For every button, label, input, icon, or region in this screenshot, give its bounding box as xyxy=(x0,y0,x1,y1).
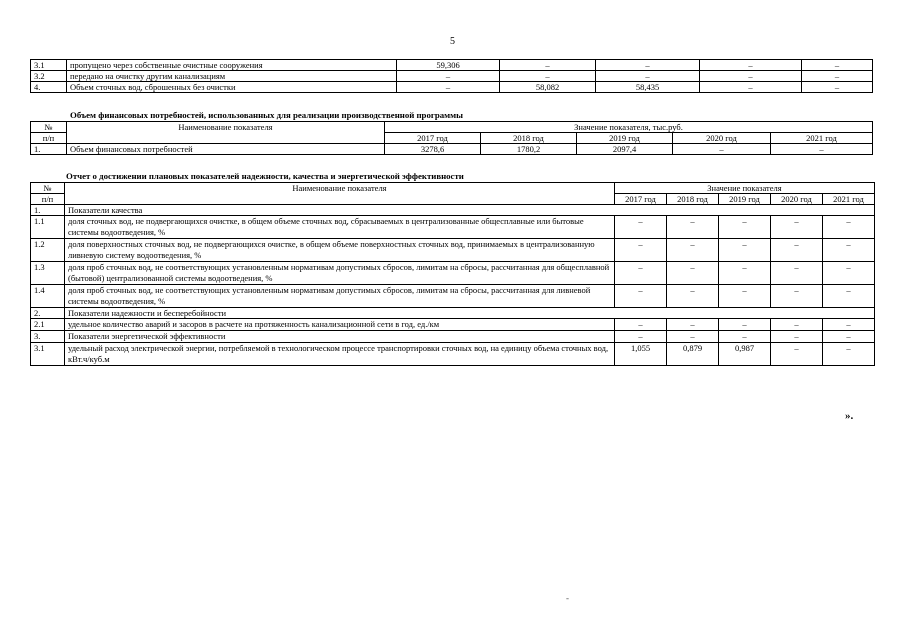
wastewater-volume-table xyxy=(30,59,873,93)
value-cell: 58,082 xyxy=(500,82,596,93)
col-name-header: Наименование показателя xyxy=(67,122,385,144)
row-name: удельный расход электрической энергии, потребляемой в технологическом процессе транспортировки сточных вод, на единицу объема сточных вод, кВт.ч/куб.м xyxy=(65,343,615,366)
page-number: 5 xyxy=(450,36,455,47)
row-number: 4. xyxy=(31,82,67,93)
value-cell: – xyxy=(802,71,873,82)
year-header: 2021 год xyxy=(771,133,873,144)
value-cell: – xyxy=(719,285,771,308)
table-row xyxy=(31,331,875,343)
value-cell: – xyxy=(615,331,667,343)
value-cell: – xyxy=(802,82,873,93)
row-name: Показатели энергетической эффективности xyxy=(65,331,615,343)
table-row xyxy=(31,262,875,285)
row-number: 1.1 xyxy=(31,216,65,239)
value-cell: – xyxy=(500,60,596,71)
row-name: Объем сточных вод, сброшенных без очистки xyxy=(67,82,397,93)
indicators-table xyxy=(30,182,875,366)
col-num-header: п/п xyxy=(31,194,65,205)
value-cell: – xyxy=(771,144,873,155)
value-cell: – xyxy=(615,319,667,331)
row-number: 2. xyxy=(31,308,65,319)
table-row xyxy=(31,71,873,82)
row-number: 1.3 xyxy=(31,262,65,285)
year-header: 2020 год xyxy=(673,133,771,144)
table-row xyxy=(31,216,875,239)
row-number: 2.1 xyxy=(31,319,65,331)
value-cell: – xyxy=(667,331,719,343)
value-cell: – xyxy=(823,216,875,239)
value-cell: – xyxy=(719,319,771,331)
section-row xyxy=(31,308,875,319)
value-cell: – xyxy=(596,60,700,71)
value-cell: – xyxy=(771,331,823,343)
value-cell: – xyxy=(700,71,802,82)
financial-needs-table xyxy=(30,121,873,155)
value-cell: – xyxy=(719,239,771,262)
col-num-header: № xyxy=(31,183,65,194)
value-cell: 3278,6 xyxy=(385,144,481,155)
value-cell: – xyxy=(500,71,596,82)
table-row xyxy=(31,343,875,366)
value-cell: – xyxy=(615,216,667,239)
value-cell: – xyxy=(823,262,875,285)
value-cell: – xyxy=(667,319,719,331)
table-row xyxy=(31,319,875,331)
value-cell: – xyxy=(700,60,802,71)
row-name: пропущено через собственные очистные сооружения xyxy=(67,60,397,71)
value-cell: – xyxy=(823,239,875,262)
row-number: 3.1 xyxy=(31,60,67,71)
row-number: 1.2 xyxy=(31,239,65,262)
value-cell: – xyxy=(596,71,700,82)
row-number: 1.4 xyxy=(31,285,65,308)
value-cell: – xyxy=(615,285,667,308)
value-cell: – xyxy=(700,82,802,93)
value-cell: – xyxy=(802,60,873,71)
year-header: 2019 год xyxy=(719,194,771,205)
section-title: Показатели надежности и бесперебойности xyxy=(65,308,875,319)
value-cell: – xyxy=(397,71,500,82)
col-value-header: Значение показателя, тыс.руб. xyxy=(385,122,873,133)
value-cell: – xyxy=(667,262,719,285)
value-cell: – xyxy=(771,343,823,366)
col-value-header: Значение показателя xyxy=(615,183,875,194)
table-row xyxy=(31,60,873,71)
value-cell: 0,879 xyxy=(667,343,719,366)
table-row xyxy=(31,285,875,308)
value-cell: – xyxy=(719,262,771,285)
row-name: передано на очистку другим канализациям xyxy=(67,71,397,82)
stray-mark: - xyxy=(566,593,569,603)
row-name: доля проб сточных вод, не соответствующих установленным нормативам допустимых сбросов, лимитам на сбросы, рассчитанная для ливневой системы водоотведения, % xyxy=(65,285,615,308)
row-name: удельное количество аварий и засоров в расчете на протяженность канализационной сети в год, ед./км xyxy=(65,319,615,331)
year-header: 2021 год xyxy=(823,194,875,205)
value-cell: – xyxy=(771,285,823,308)
value-cell: – xyxy=(771,262,823,285)
value-cell: – xyxy=(397,82,500,93)
value-cell: – xyxy=(719,331,771,343)
row-number: 1. xyxy=(31,205,65,216)
year-header: 2017 год xyxy=(385,133,481,144)
year-header: 2017 год xyxy=(615,194,667,205)
row-name: доля проб сточных вод, не соответствующих установленным нормативам допустимых сбросов, лимитам на сбросы, рассчитанная для общесплавной (бытовой) централизованной системы водоотведения, % xyxy=(65,262,615,285)
value-cell: 58,435 xyxy=(596,82,700,93)
financial-needs-heading: Объем финансовых потребностей, использованных для реализации производственной программы xyxy=(70,110,463,120)
value-cell: – xyxy=(719,216,771,239)
value-cell: – xyxy=(667,216,719,239)
value-cell: – xyxy=(673,144,771,155)
indicators-heading: Отчет о достижении плановых показателей надежности, качества и энергетической эффективности xyxy=(66,171,464,181)
value-cell: 1,055 xyxy=(615,343,667,366)
col-num-header: № xyxy=(31,122,67,133)
table-row xyxy=(31,239,875,262)
row-number: 1. xyxy=(31,144,67,155)
value-cell: 1780,2 xyxy=(481,144,577,155)
row-name: Объем финансовых потребностей xyxy=(67,144,385,155)
table-row xyxy=(31,144,873,155)
table-row xyxy=(31,82,873,93)
header-row xyxy=(31,122,873,133)
value-cell: – xyxy=(823,285,875,308)
section-title: Показатели качества xyxy=(65,205,875,216)
value-cell: 0,987 xyxy=(719,343,771,366)
row-name: доля поверхностных сточных вод, не подвергающихся очистке, в общем объеме поверхностных сточных вод, принимаемых в централизованную ливневую систему водоотведения, % xyxy=(65,239,615,262)
value-cell: – xyxy=(823,319,875,331)
col-name-header: Наименование показателя xyxy=(65,183,615,205)
value-cell: 2097,4 xyxy=(577,144,673,155)
row-number: 3. xyxy=(31,331,65,343)
closing-quote-mark: ». xyxy=(845,410,854,422)
value-cell: – xyxy=(823,331,875,343)
col-num-header: п/п xyxy=(31,133,67,144)
section-row xyxy=(31,205,875,216)
year-header: 2020 год xyxy=(771,194,823,205)
value-cell: – xyxy=(615,262,667,285)
header-row xyxy=(31,183,875,194)
value-cell: – xyxy=(667,285,719,308)
row-name: доля сточных вод, не подвергающихся очистке, в общем объеме сточных вод, сбрасываемых в централизованные общесплавные или бытовые системы водоотведения, % xyxy=(65,216,615,239)
year-header: 2019 год xyxy=(577,133,673,144)
value-cell: – xyxy=(771,239,823,262)
value-cell: – xyxy=(771,216,823,239)
row-number: 3.2 xyxy=(31,71,67,82)
value-cell: – xyxy=(823,343,875,366)
year-header: 2018 год xyxy=(667,194,719,205)
value-cell: – xyxy=(667,239,719,262)
row-number: 3.1 xyxy=(31,343,65,366)
year-header: 2018 год xyxy=(481,133,577,144)
value-cell: – xyxy=(771,319,823,331)
value-cell: – xyxy=(615,239,667,262)
value-cell: 59,306 xyxy=(397,60,500,71)
